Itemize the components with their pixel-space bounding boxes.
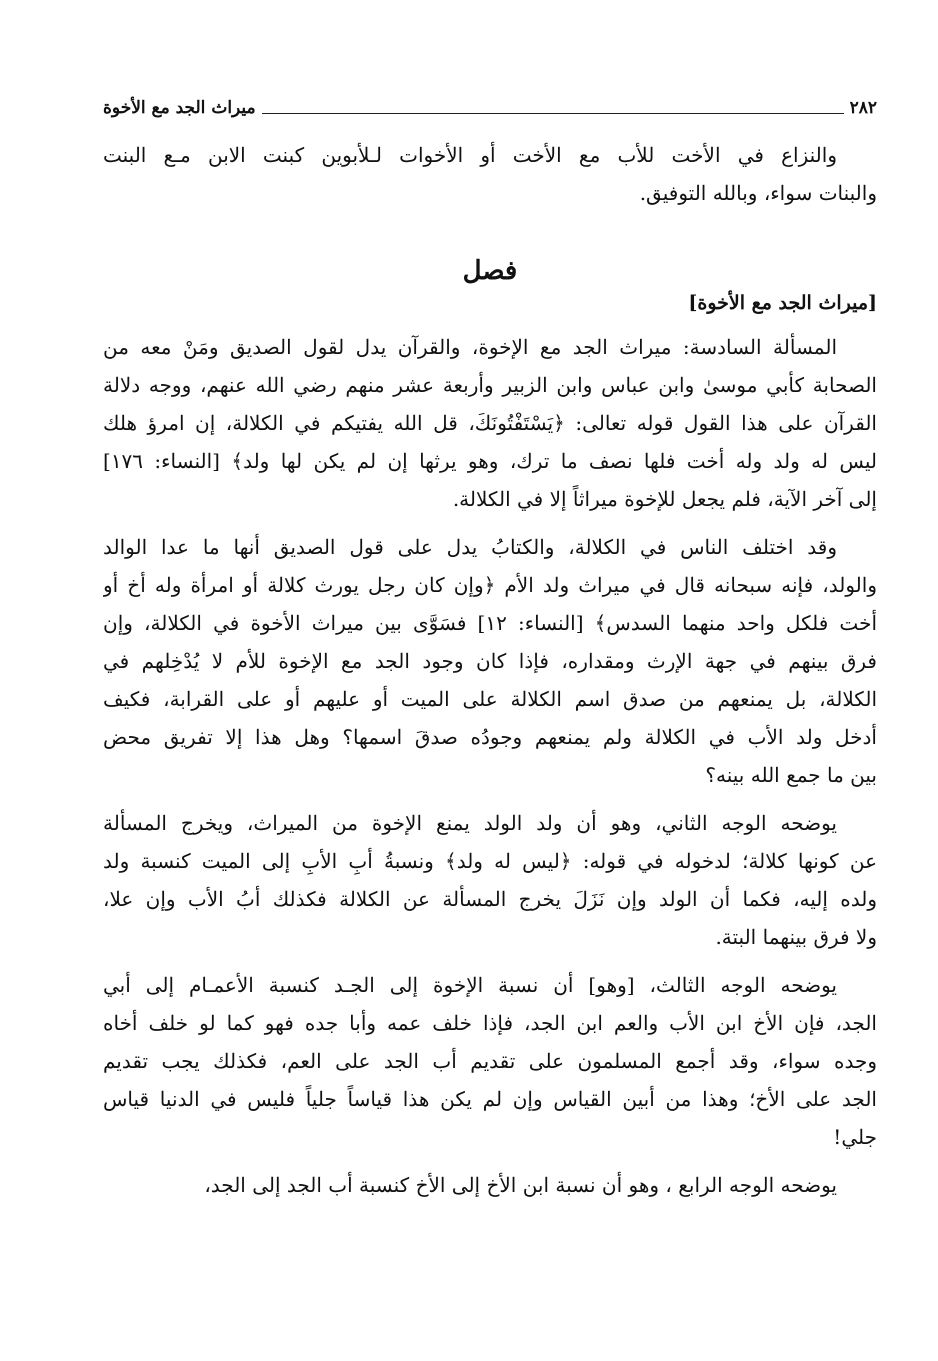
paragraph-fourth-aspect [103, 1166, 877, 1204]
paragraph-issue-six [103, 328, 877, 518]
running-header [103, 92, 877, 118]
text-line: وقد اختلف الناس في الكلالة، والكتابُ يدل على قول الصديق أنها ما عدا الوالد [103, 535, 837, 559]
text-line: والبنات سواء، وبالله التوفيق. [639, 181, 877, 205]
text-line: ولا فرق بينهما البتة. [715, 925, 877, 949]
header-rule [262, 113, 844, 114]
text-line: الجد، فإن الأخ ابن الأب والعم ابن الجد، فإذا خلف عمه وأبا جده فهو كما لو خلف أخاه [103, 1011, 877, 1035]
subheading: [ميراث الجد مع الأخوة] [688, 292, 877, 314]
text-line: القرآن على هذا القول قوله تعالى: ﴿يَسْتَفْتُونَكَ، قل الله يفتيكم في الكلالة، إن امرؤ هلك [103, 411, 877, 435]
paragraph-kalala [103, 528, 877, 794]
paragraph-third-aspect [103, 966, 877, 1156]
text-line: ولده إليه، فكما أن الولد وإن نَزَلَ يخرج المسألة عن الكلالة فكذلك أبُ الأب وإن علا، [103, 887, 877, 911]
text-line: والولد، فإنه سبحانه قال في ميراث ولد الأم ﴿وإن كان رجل يورث كلالة أو امرأة وله أخ أو [103, 573, 877, 597]
paragraph-second-aspect [103, 804, 877, 956]
text-line: أخت فلكل واحد منهما السدس﴾ [النساء: ١٢] فسَوَّى بين ميراث الأخوة في الكلالة، وإن [103, 611, 877, 635]
text-line: فرق بينهم في جهة الإرث ومقداره، فإذا كان وجود الجد مع الإخوة للأم لا يُدْخِلهم في [103, 649, 877, 673]
text-line: يوضحه الوجه الثالث، [وهو] أن نسبة الإخوة إلى الجـد كنسبة الأعمـام إلى أبي [103, 973, 837, 997]
text-line: عن كونها كلالة؛ لدخوله في قوله: ﴿ليس له ولد﴾ ونسبةُ أبِ الأبِ إلى الميت كنسبة ولد [103, 849, 877, 873]
running-title: ميراث الجد مع الأخوة [103, 98, 256, 118]
text-line: وجده سواء، وقد أجمع المسلمون على تقديم أب الجد على العم، فكذلك يجب تقديم [103, 1049, 877, 1073]
section-title: فصل [462, 256, 518, 286]
text-line: الكلالة، بل يمنعهم من صدق اسم الكلالة على الميت أو عليهم أو على القرابة، فكيف [103, 687, 877, 711]
book-page [103, 92, 877, 1204]
text-line: ليس له ولد وله أخت فلها نصف ما ترك، وهو يرثها إن لم يكن لها ولد﴾ [النساء: ١٧٦] [103, 449, 877, 473]
paragraph-continuation [103, 136, 877, 212]
text-line: والنزاع في الأخت للأب مع الأخت أو الأخوات لـلأبوين كبنت الابن مـع البنت [103, 143, 837, 167]
text-line: بين ما جمع الله بينه؟ [705, 763, 877, 787]
text-line: يوضحه الوجه الرابع ، وهو أن نسبة ابن الأخ إلى الأخ كنسبة أب الجد إلى الجد، [204, 1173, 837, 1197]
text-line: أدخل ولد الأب في الكلالة ولم يمنعهم وجودُه صدقَ اسمها؟ وهل هذا إلا تفريق محض [103, 725, 877, 749]
text-line: الجد على الأخ؛ وهذا من أبين القياس وإن لم يكن هذا قياساً جلياً فليس في الدنيا قياس [103, 1087, 877, 1111]
page-number: ٢٨٢ [849, 98, 877, 118]
text-line: جلي! [833, 1125, 877, 1149]
text-line: المسألة السادسة: ميراث الجد مع الإخوة، والقرآن يدل لقول الصديق ومَنْ معه من [103, 335, 837, 359]
text-line: يوضحه الوجه الثاني، وهو أن ولد الولد يمنع الإخوة من الميراث، ويخرج المسألة [103, 811, 837, 835]
text-line: الصحابة كأبي موسىٰ وابن عباس وابن الزبير وأربعة عشر منهم رضي الله عنهم، ووجه دلالة [103, 373, 877, 397]
text-line: إلى آخر الآية، فلم يجعل للإخوة ميراثاً إلا في الكلالة. [452, 487, 877, 511]
